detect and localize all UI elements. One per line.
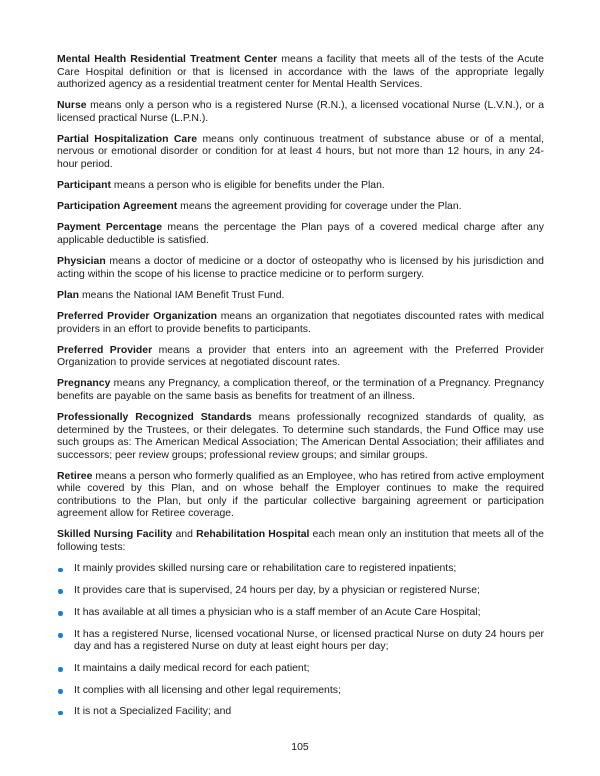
definition-text: each mean only an institution that meets all of the following tests: <box>57 529 544 553</box>
definition-skilled-nursing-facility <box>57 529 544 554</box>
list-item-text: It maintains a daily medical record for each patient; <box>74 662 310 674</box>
skilled-nursing-tests-list <box>57 563 544 719</box>
definition-connector: and <box>172 529 197 541</box>
bullet-dot-icon <box>58 589 63 594</box>
definition-text: means the agreement providing for coverage under the Plan. <box>177 201 462 213</box>
list-item <box>57 706 544 719</box>
definition-text: means a facility that meets all of the tests of the Acute Care Hospital definition or that is licensed in accordance with the laws of the appropriate legally authorized agency as a residential treatment center for Mental Health Services. <box>57 54 544 90</box>
definition-term: Participant <box>57 180 111 192</box>
definition-term: Rehabilitation Hospital <box>196 529 310 541</box>
definition-pregnancy <box>57 378 544 403</box>
definition-nurse <box>57 100 544 125</box>
list-item <box>57 685 544 698</box>
bullet-dot-icon <box>58 667 63 672</box>
definition-text: means a doctor of medicine or a doctor of osteopathy who is licensed by his jurisdiction and acting within the scope of his license to practice medicine or to perform surgery. <box>57 256 544 280</box>
definition-text: means only continuous treatment of substance abuse or of a mental, nervous or emotional disorder or condition for at least 4 hours, but not more than 12 hours, in any 24-hour period. <box>57 133 544 170</box>
definition-text: means any Pregnancy, a complication thereof, or the termination of a Pregnancy. Pregnancy benefits are payable on the same basis as benefits for treatment of an illness. <box>57 378 544 402</box>
definition-text: means the percentage the Plan pays of a covered medical charge after any applicable deductible is satisfied. <box>57 222 544 246</box>
definition-text: means a person who formerly qualified as an Employee, who has retired from active employment while covered by this Plan, and on whose behalf the Employer continues to make the required contributions to the Plan, but only if the particular collective bargaining agreement or participation agreement allow for Retiree coverage. <box>57 470 544 520</box>
list-item <box>57 607 544 620</box>
definition-mental-health-residential-treatment-center <box>57 54 544 92</box>
list-item <box>57 563 544 576</box>
list-item <box>57 585 544 598</box>
definition-payment-percentage <box>57 222 544 247</box>
definition-term: Retiree <box>57 470 93 482</box>
definition-term: Plan <box>57 289 80 301</box>
definition-term: Pregnancy <box>57 378 111 390</box>
list-item-text: It mainly provides skilled nursing care or rehabilitation care to registered inpatients; <box>74 563 457 575</box>
list-item-text: It provides care that is supervised, 24 hours per day, by a physician or registered Nurse; <box>74 584 480 596</box>
definition-text: means a person who is eligible for benefits under the Plan. <box>110 180 385 192</box>
list-item-text: It has a registered Nurse, licensed vocational Nurse, or licensed practical Nurse on duty 24 hours per day and has a registered Nurse on duty at least eight hours per day; <box>74 628 544 653</box>
definition-term: Payment Percentage <box>57 222 163 234</box>
definition-term: Nurse <box>57 100 87 112</box>
definition-plan <box>57 290 544 303</box>
definition-preferred-provider <box>57 345 544 370</box>
definition-term: Physician <box>57 256 106 268</box>
bullet-dot-icon <box>58 611 63 616</box>
page-content <box>57 54 544 728</box>
definition-partial-hospitalization-care <box>57 134 544 172</box>
list-item <box>57 663 544 676</box>
bullet-dot-icon <box>58 711 63 716</box>
definition-preferred-provider-organization <box>57 311 544 336</box>
list-item-text: It has available at all times a physician who is a staff member of an Acute Care Hospital; <box>74 606 481 618</box>
definition-term: Mental Health Residential Treatment Center <box>57 54 278 65</box>
list-item-text: It is not a Specialized Facility; and <box>74 706 232 718</box>
definition-professionally-recognized-standards <box>57 412 544 462</box>
page-number: 105 <box>291 742 309 753</box>
definition-text: means only a person who is a registered Nurse (R.N.), a licensed vocational Nurse (L.V.N.), or a licensed practical Nurse (L.P.N.). <box>57 100 544 124</box>
definition-term: Preferred Provider Organization <box>57 311 217 322</box>
bullet-dot-icon <box>58 568 63 573</box>
list-item <box>57 629 544 654</box>
definition-participant <box>57 180 544 193</box>
definition-participation-agreement <box>57 201 544 214</box>
definition-physician <box>57 256 544 281</box>
definition-term: Preferred Provider <box>57 344 153 356</box>
definition-text: means an organization that negotiates discounted rates with medical providers in an effort to provide benefits to participants. <box>57 311 544 335</box>
definition-text: means professionally recognized standards of quality, as determined by the Trustees, or their delegates. To determine such standards, the Fund Office may use such groups as: The American Medical Association; The American Dental Association; their affiliates and successors; peer review groups; professional review groups; and similar groups. <box>57 412 544 461</box>
bullet-dot-icon <box>58 633 63 638</box>
definition-text: means the National IAM Benefit Trust Fund. <box>79 289 285 301</box>
list-item-text: It complies with all licensing and other legal requirements; <box>74 684 341 696</box>
bullet-dot-icon <box>58 689 63 694</box>
definition-term: Skilled Nursing Facility <box>57 529 173 541</box>
definition-term: Partial Hospitalization Care <box>57 133 198 145</box>
definition-term: Participation Agreement <box>57 201 178 213</box>
definition-term: Professionally Recognized Standards <box>57 412 252 424</box>
definition-retiree <box>57 471 544 521</box>
definition-text: means a provider that enters into an agreement with the Preferred Provider Organization to provide services at negotiated discount rates. <box>57 344 544 369</box>
